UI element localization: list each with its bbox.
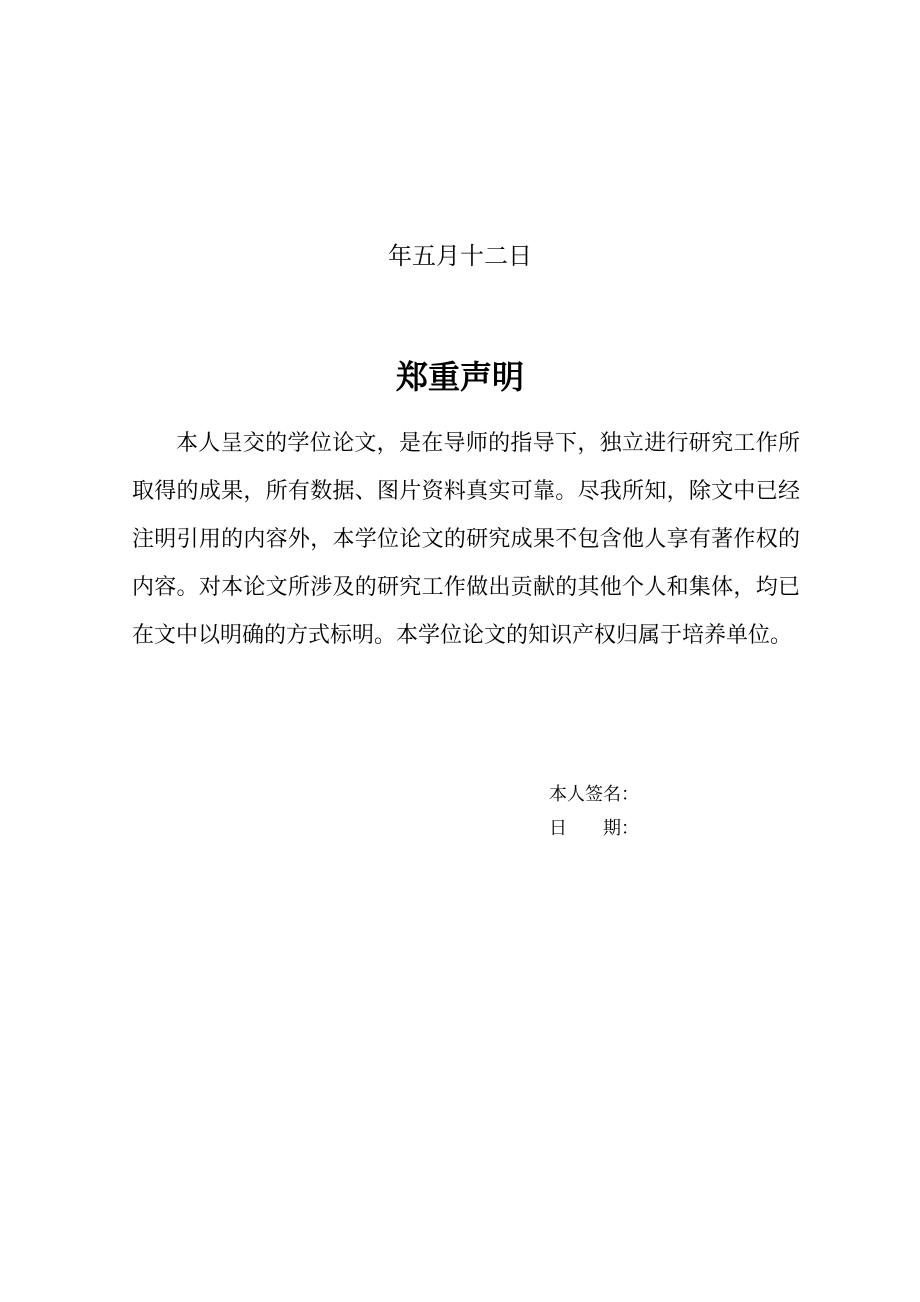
signature-block: [549, 778, 799, 846]
signer-label: 本人签名：: [549, 784, 639, 805]
page-title: 郑重声明: [395, 358, 524, 396]
date-line: 年五月十二日: [388, 242, 532, 270]
date-label: 日 期：: [549, 818, 639, 839]
declaration-paragraph: 本人呈交的学位论文，是在导师的指导下，独立进行研究工作所取得的成果，所有数据、图片资料真实可靠。尽我所知，除文中已经注明引用的内容外，本学位论文的研究成果不包含他人享有著作权的内容。对本论文所涉及的研究工作做出贡献的其他个人和集体，均已在文中以明确的方式标明。本学位论文的知识产权归属于培养单位。: [132, 431, 800, 648]
